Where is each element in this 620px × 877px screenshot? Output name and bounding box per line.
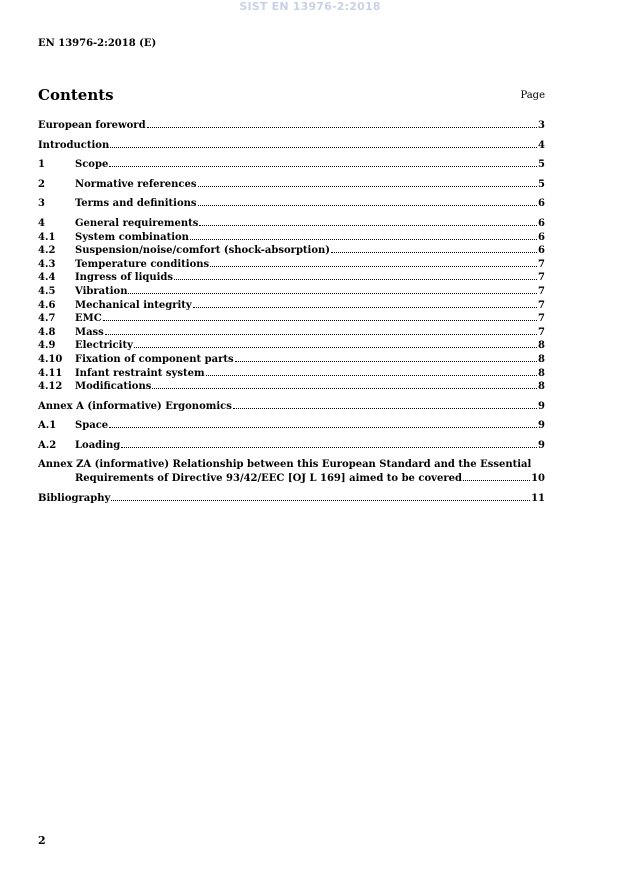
toc-entry-4-3[interactable] [38,258,545,272]
toc-entry-title: Temperature conditions [75,258,210,270]
toc-entry-page: 6 [538,231,545,243]
toc-entry-title: Space [75,420,109,432]
toc-entry-4-7[interactable] [38,312,545,326]
toc-entry-page: 6 [538,245,545,257]
leader-dots [190,239,537,240]
toc-entry-title: Ingress of liquids [75,272,174,284]
leader-dots [134,347,537,348]
leader-dots [109,427,537,428]
leader-dots [463,480,530,481]
toc-entry-title: EMC [75,313,102,325]
toc-entry-number: 2 [38,178,45,190]
toc-entry-number: 4.12 [38,381,63,393]
toc-entry-page: 11 [531,492,545,504]
toc-entry-title: Introduction [38,139,110,151]
leader-dots [210,266,537,267]
toc-entry-4-11[interactable] [38,367,545,381]
leader-dots [103,320,537,321]
toc-entry-number: 4.6 [38,299,56,311]
toc-entry-4-2[interactable] [38,244,545,258]
leader-dots [128,293,537,294]
toc-entry-terms-definitions[interactable] [38,197,545,211]
toc-entry-number: 1 [38,159,45,171]
toc-entry-number: 4 [38,217,45,229]
toc-entry-number: 4.2 [38,245,56,257]
toc-entry-page: 7 [538,258,545,270]
leader-dots [198,186,538,187]
toc-entry-number: A.1 [38,420,57,432]
toc-entry-page: 6 [538,198,545,210]
toc-entry-scope[interactable] [38,158,545,172]
toc-entry-page: 9 [538,439,545,451]
toc-entry-number: 4.8 [38,326,56,338]
leader-dots [198,205,538,206]
contents-heading: Contents [38,86,114,104]
toc-entry-4-4[interactable] [38,271,545,285]
document-id: EN 13976-2:2018 (E) [38,38,157,49]
toc-entry-page: 7 [538,299,545,311]
toc-entry-title: Fixation of component parts [75,353,234,365]
leader-dots [199,225,537,226]
toc-entry-page: 4 [538,139,545,151]
toc-entry-title: Infant restraint system [75,367,205,379]
toc-entry-title: Annex A (informative) Ergonomics [38,400,232,412]
toc-entry-introduction[interactable] [38,139,545,153]
leader-dots [235,361,537,362]
toc-entry-title: Modifications [75,381,152,393]
watermark: SIST EN 13976-2:2018 [239,0,381,13]
toc-entry-page: 8 [538,381,545,393]
toc-entry-page: 7 [538,272,545,284]
toc-entry-number: 4.11 [38,367,63,379]
page-number: 2 [38,834,46,847]
toc-entry-page: 7 [538,313,545,325]
toc-entry-4-8[interactable] [38,326,545,340]
toc-entry-number: 4.3 [38,258,56,270]
toc-entry-title: Annex ZA (informative) Relationship between this European Standard and the Essential [38,459,532,471]
toc-entry-page: 5 [538,178,545,190]
toc-entry-title: Vibration [75,285,128,297]
toc-entry-title: Loading [75,439,121,451]
leader-dots [193,307,537,308]
toc-entry-title: Mechanical integrity [75,299,192,311]
leader-dots [206,375,538,376]
leader-dots [152,388,537,389]
toc-entry-title-line2: Requirements of Directive 93/42/EEC [OJ L 169] aimed to be covered [75,473,462,485]
toc-entry-number: 4.1 [38,231,56,243]
leader-dots [233,408,537,409]
toc-entry-title: System combination [75,231,189,243]
toc-entry-a-1[interactable] [38,419,545,433]
toc-entry-european-foreword[interactable] [38,119,545,133]
toc-entry-page: 6 [538,217,545,229]
toc-entry-annex-za[interactable] [38,458,545,485]
toc-entry-general-requirements[interactable] [38,217,545,231]
page-column-label: Page [520,90,545,101]
toc-entry-number: 4.7 [38,313,56,325]
toc-entry-title: Terms and definitions [75,198,197,210]
toc-entry-page: 10 [531,473,545,485]
toc-entry-page: 7 [538,326,545,338]
toc-entry-title: Suspension/noise/comfort (shock-absorption) [75,245,331,257]
leader-dots [174,279,537,280]
toc-entry-title: Bibliography [38,492,111,504]
toc-entry-title-continuation [38,472,545,486]
table-of-contents [38,119,545,505]
toc-entry-number: 3 [38,198,45,210]
leader-dots [111,500,530,501]
toc-entry-normative-references[interactable] [38,178,545,192]
toc-entry-page: 3 [538,120,545,131]
toc-entry-number: 4.9 [38,340,56,352]
toc-entry-title: Mass [75,326,104,338]
toc-entry-number: A.2 [38,439,57,451]
toc-entry-page: 9 [538,400,545,412]
toc-entry-number: 4.5 [38,285,56,297]
toc-entry-a-2[interactable] [38,439,545,453]
toc-entry-title: Normative references [75,178,197,190]
toc-entry-page: 5 [538,159,545,171]
toc-entry-title: European foreword [38,120,146,131]
toc-entry-4-5[interactable] [38,285,545,299]
toc-entry-4-12[interactable] [38,380,545,394]
toc-entry-page: 8 [538,367,545,379]
leader-dots [121,447,537,448]
toc-entry-4-6[interactable] [38,299,545,313]
toc-entry-4-1[interactable] [38,231,545,245]
toc-entry-title: Electricity [75,340,133,352]
leader-dots [110,147,537,148]
leader-dots [105,334,537,335]
toc-entry-bibliography[interactable] [38,492,545,506]
toc-entry-4-10[interactable] [38,353,545,367]
toc-entry-title: General requirements [75,217,199,229]
leader-dots [331,252,537,253]
toc-entry-page: 9 [538,420,545,432]
leader-dots [109,166,537,167]
leader-dots [147,127,537,128]
toc-entry-number: 4.4 [38,272,56,284]
toc-entry-4-9[interactable] [38,339,545,353]
toc-entry-number: 4.10 [38,353,63,365]
toc-entry-page: 8 [538,353,545,365]
toc-entry-title: Scope [75,159,109,171]
toc-entry-annex-a[interactable] [38,400,545,414]
toc-entry-page: 8 [538,340,545,352]
toc-entry-page: 7 [538,285,545,297]
